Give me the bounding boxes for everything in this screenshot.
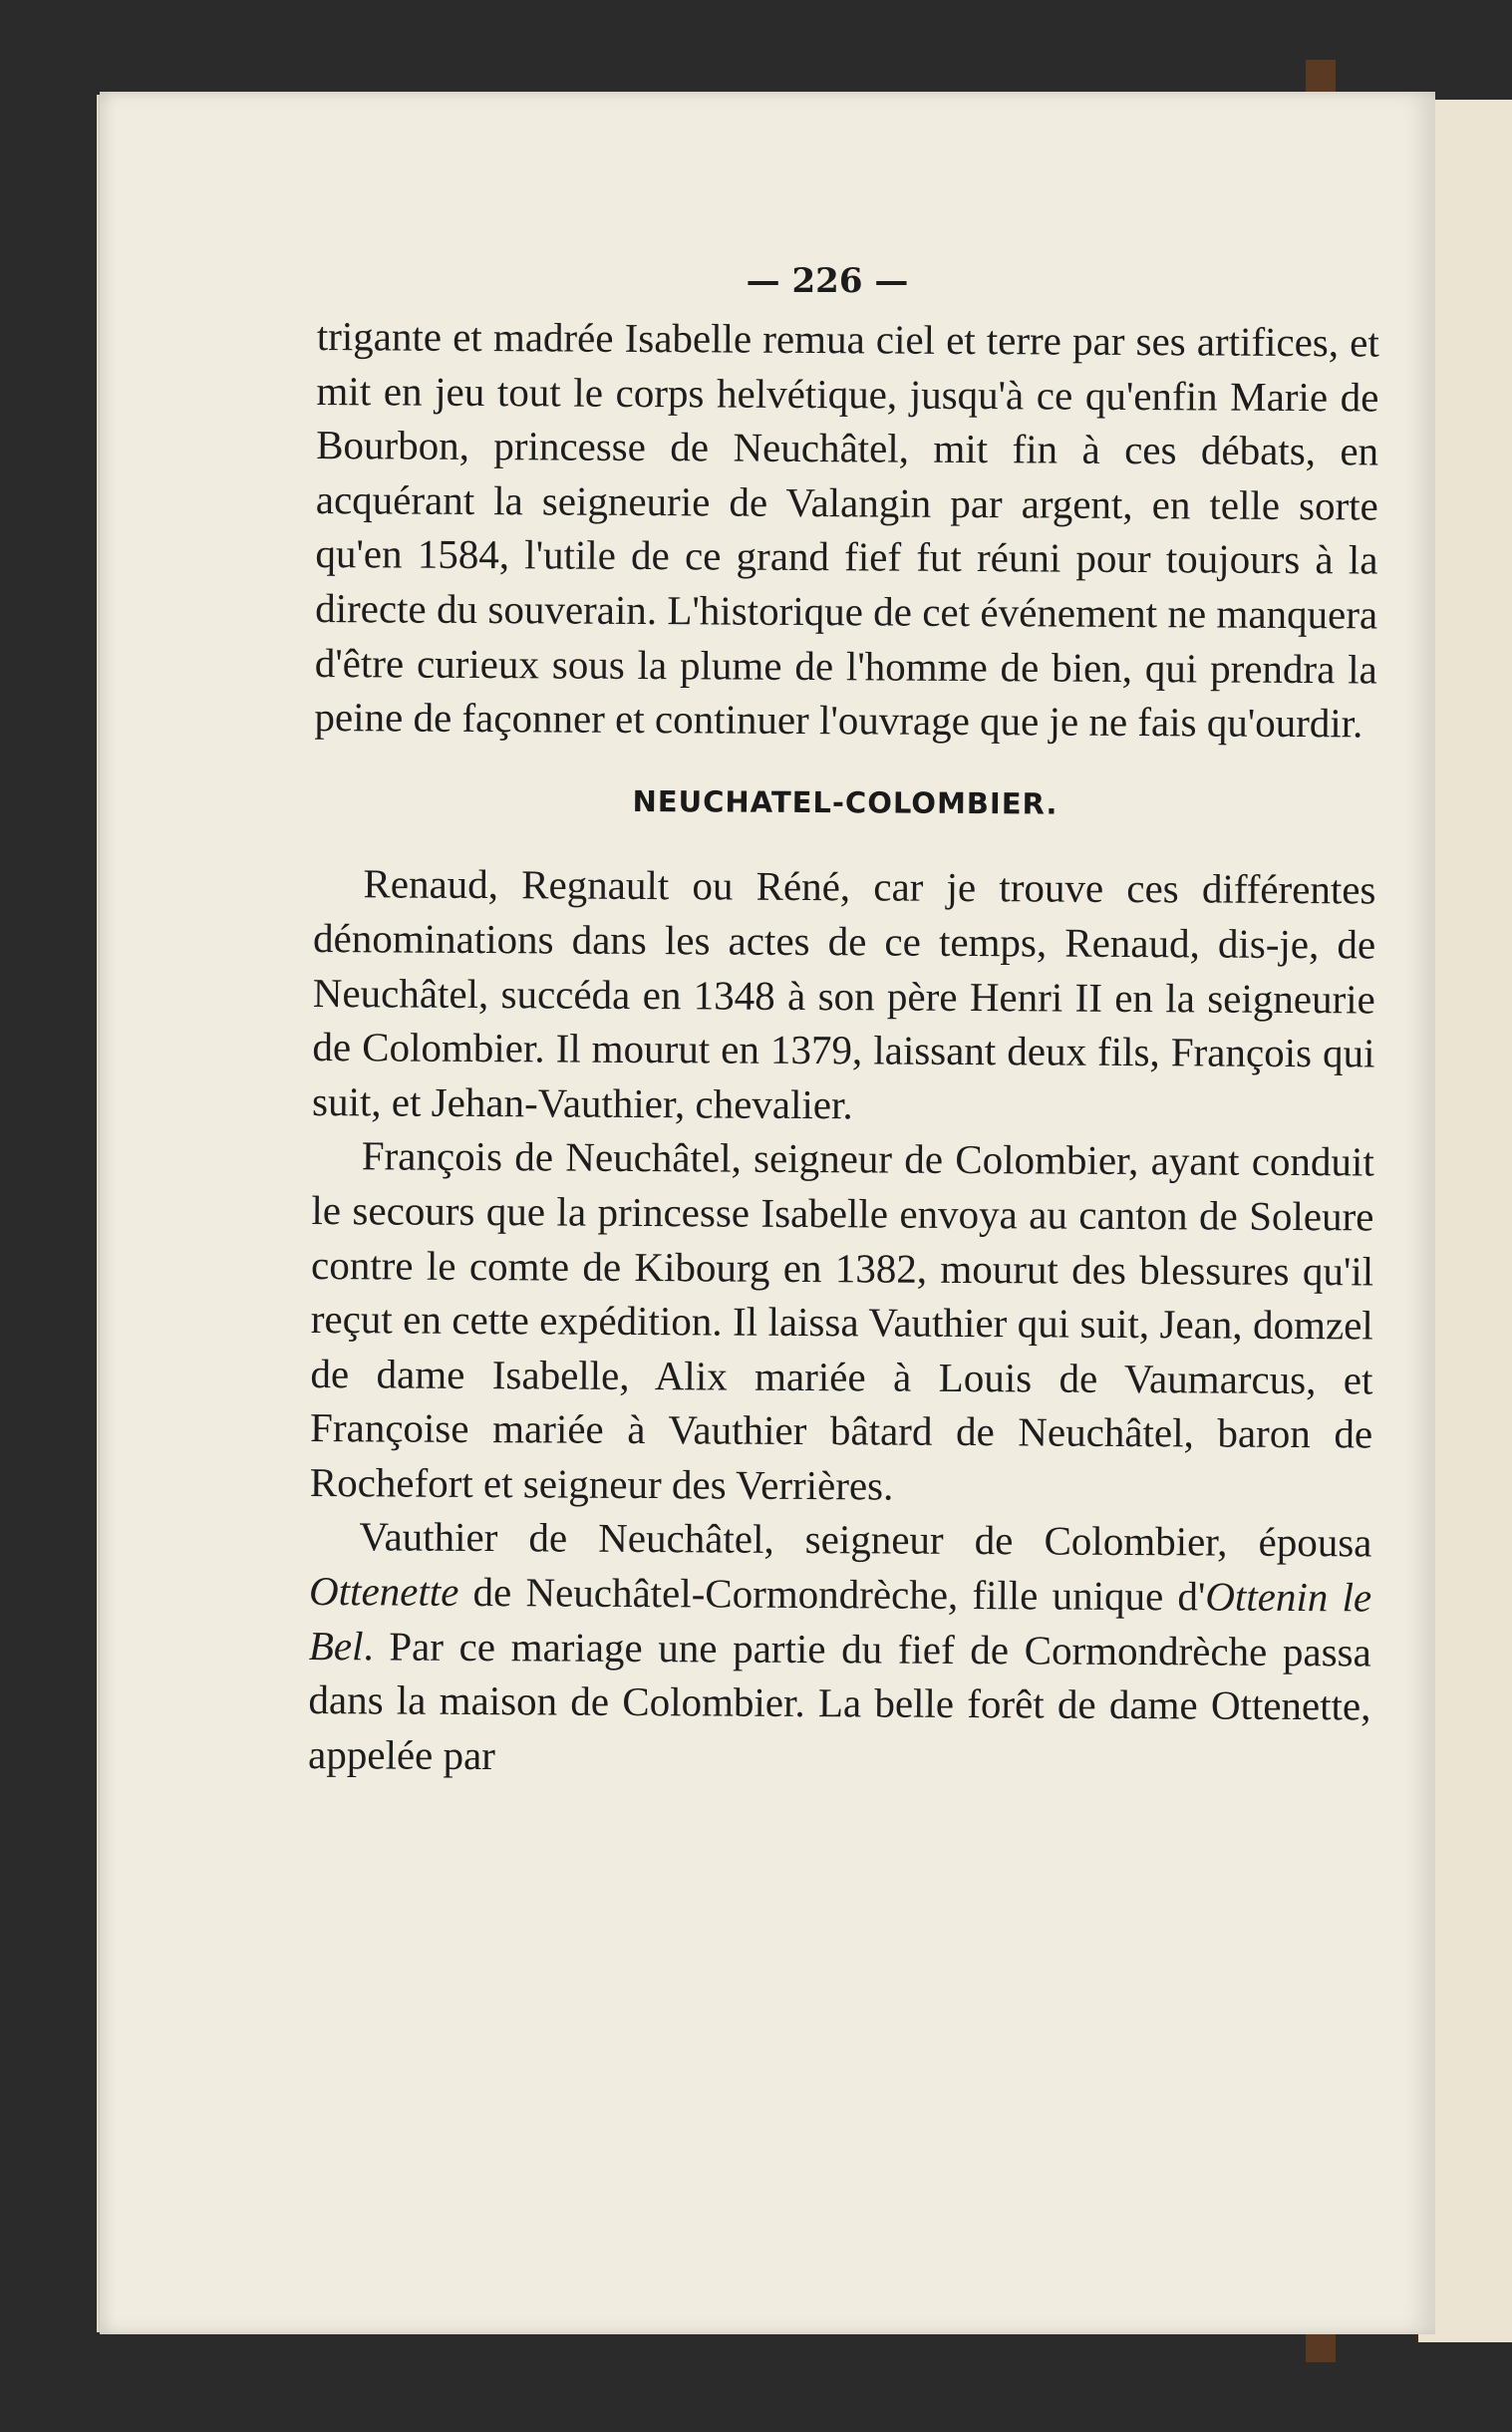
name-ottenette: Ottenette [309,1568,459,1615]
page-number: — 226 — [746,261,909,301]
paragraph-vauthier-part-a: Vauthier de Neuchâtel, seigneur de Colombier, épousa [359,1513,1372,1566]
paragraph-vauthier [308,1509,1372,1787]
paragraph-vauthier-part-c: . Par ce mariage une partie du fief de Cormondrèche passa dans la maison de Colombier. La belle forêt de dame Ottenette, appelée par [308,1622,1371,1778]
paragraph-renaud: Renaud, Regnault ou Réné, car je trouve ces différentes dénominations dans les actes de ce temps, Renaud, dis-je, de Neuchâtel, succéda en 1348 à son père Henri II en la seigneurie de Colombier. Il mourut en 1379, laissant deux fils, François qui suit, et Jehan-Vauthier, chevalier. [312,860,1376,1128]
paragraph-francois: François de Neuchâtel, seigneur de Colombier, ayant conduit le secours que la princesse Isabelle envoya au canton de Soleure contre le comte de Kibourg en 1382, mourut des blessures qu'il reçut en cette expédition. Il laissa Vauthier qui suit, Jean, domzel de dame Isabelle, Alix mariée à Louis de Vaumarcus, et Françoise mariée à Vauthier bâtard de Neuchâtel, baron de Rochefort et seigneur des Verrières. [309,1132,1374,1509]
name-ottenin: Ottenin le Bel [308,1573,1372,1669]
section-heading: NEUCHATEL-COLOMBIER. [632,783,1058,821]
body-text [308,309,1379,1788]
paragraph-vauthier-part-b: de Neuchâtel-Cormondrèche, fille unique d' [458,1568,1206,1620]
paragraph-continuation: trigante et madrée Isabelle remua ciel et terre par ses artifices, et mit en jeu tout le corps helvétique, jusqu'à ce qu'enfin Marie de Bourbon, princesse de Neuchâtel, mit fin à ces débats, en acquérant la seigneurie de Valangin par argent, en telle sorte qu'en 1584, l'utile de ce grand fief fut réuni pour toujours à la directe du souverain. L'historique de cet événement ne manquera d'être curieux sous la plume de l'homme de bien, qui prendra la peine de façonner et continuer l'ouvrage que je ne fais qu'ourdir. [314,312,1379,747]
